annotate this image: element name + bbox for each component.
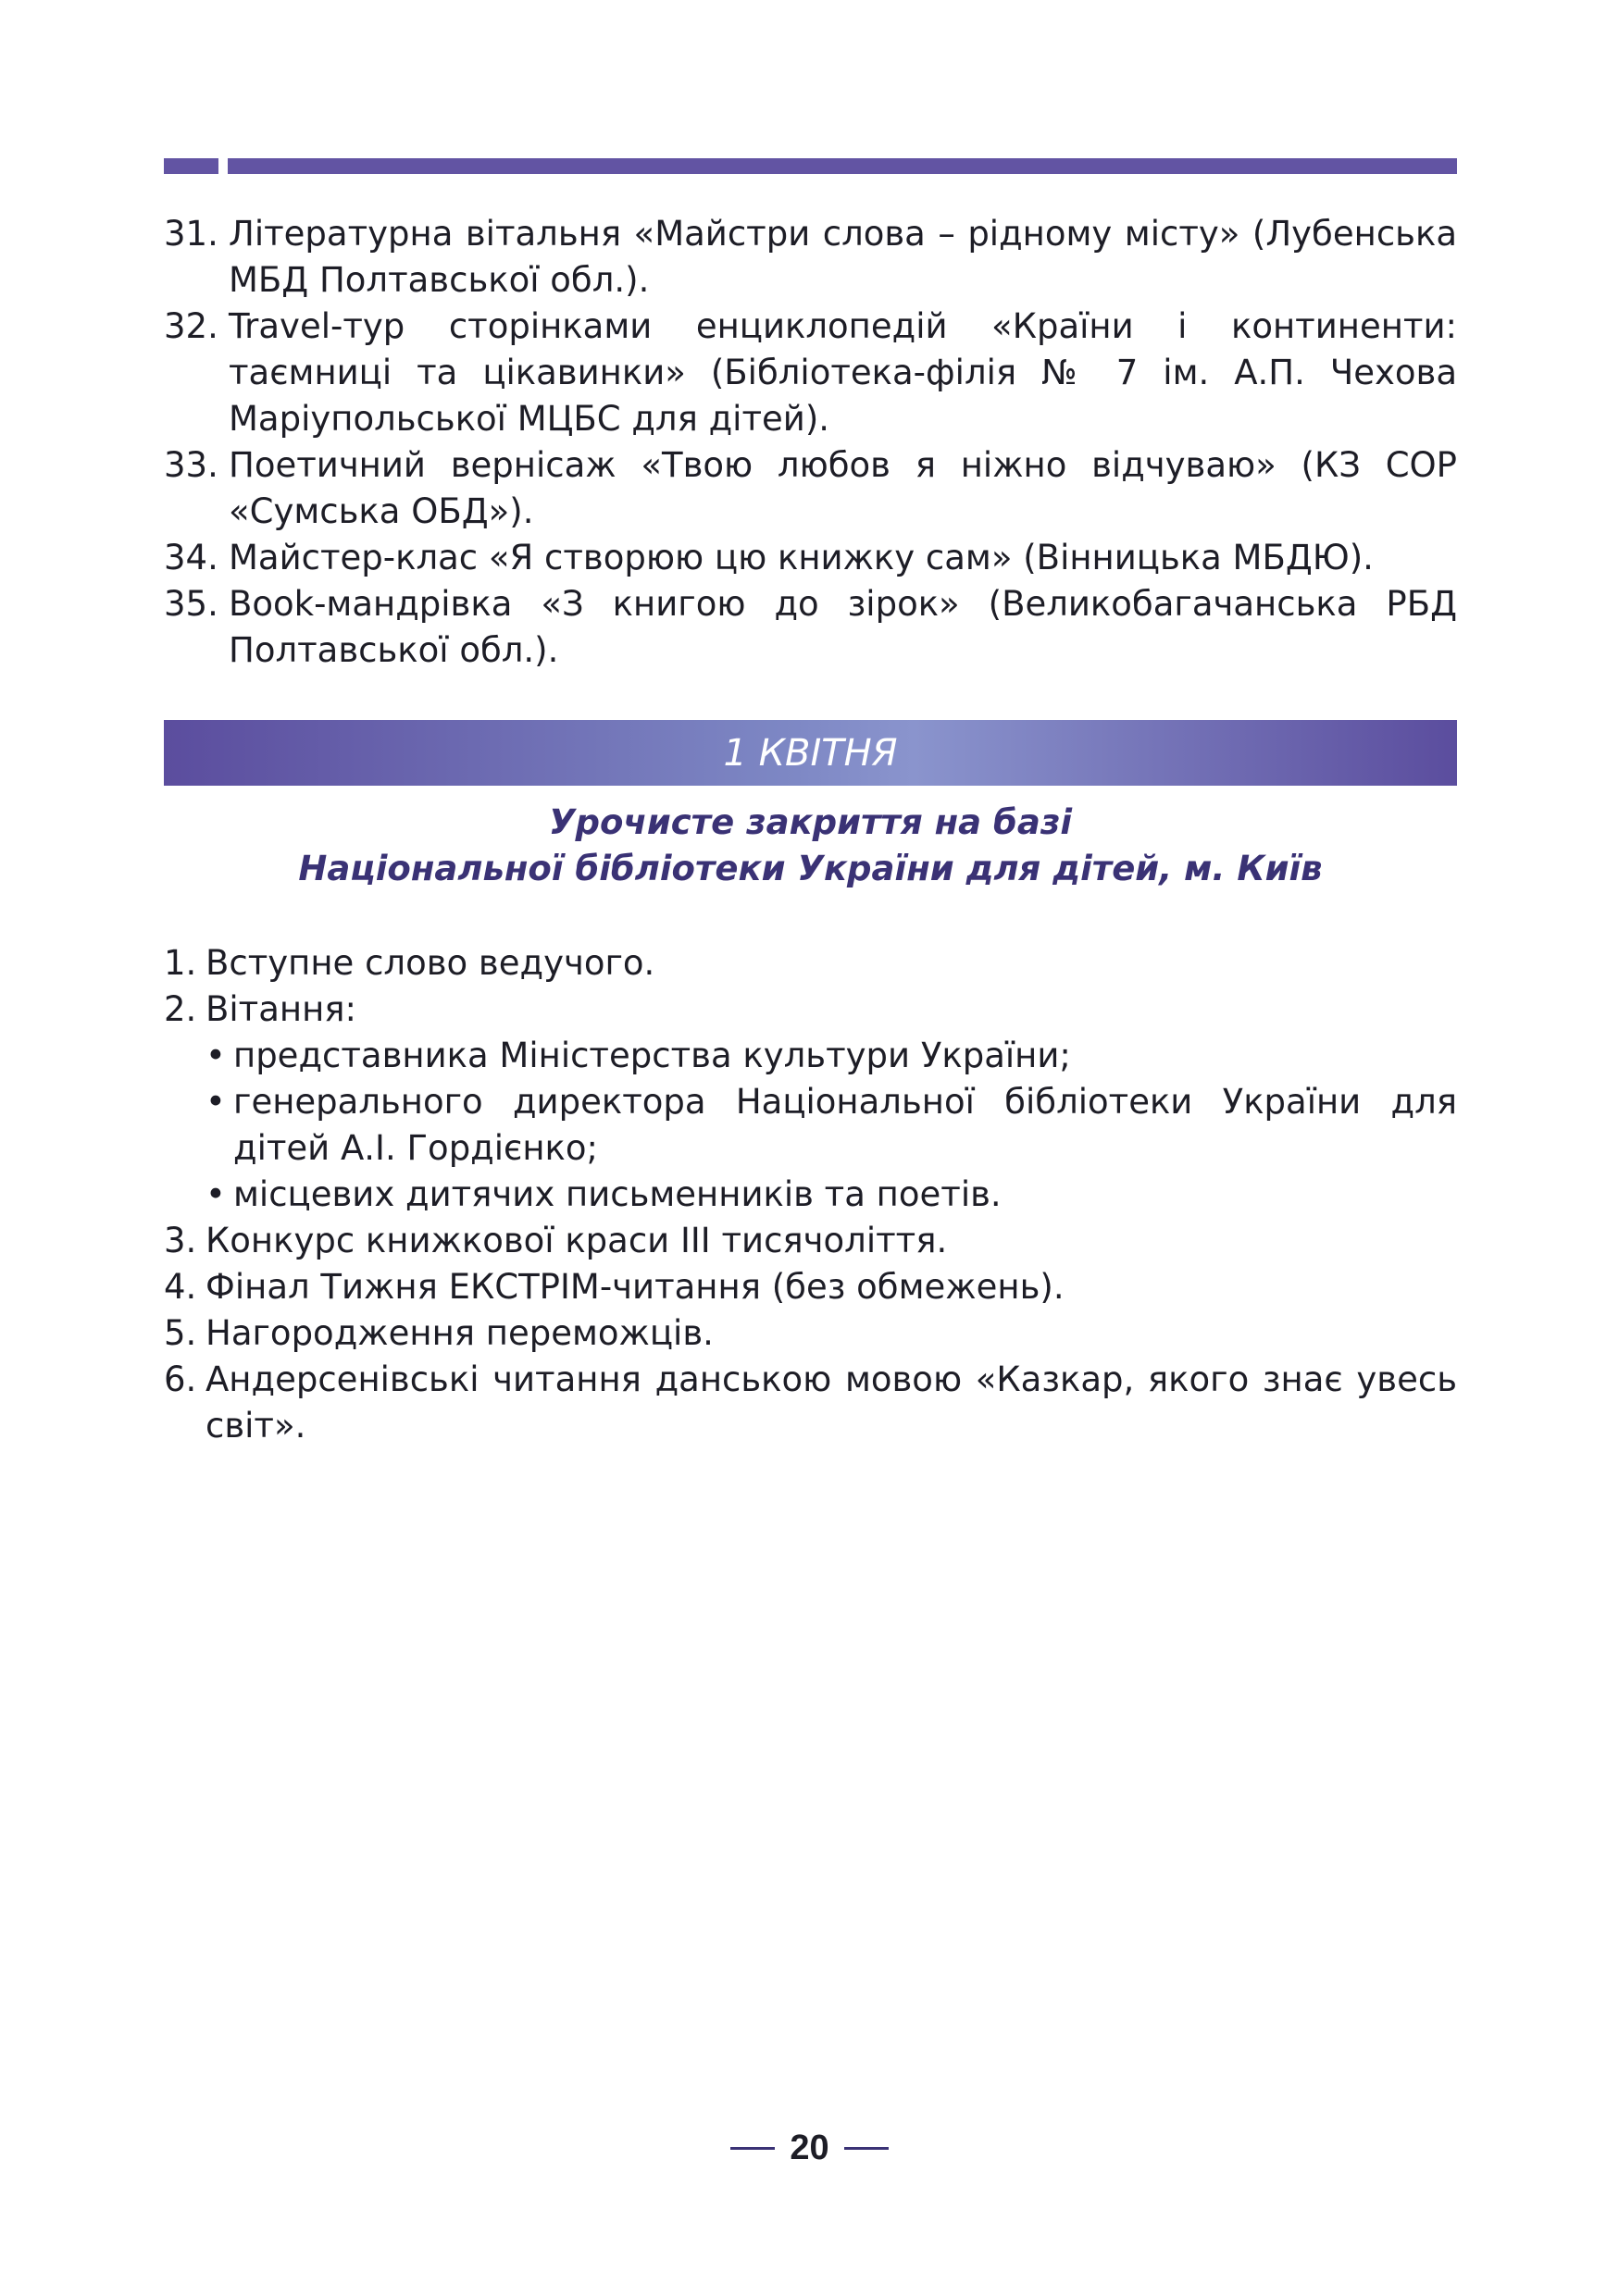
item-text: Поетичний вернісаж «Твою любов я ніжно відчуваю» (КЗ СОР «Сумська ОБД»). — [229, 445, 1457, 531]
item-number: 6. — [164, 1359, 197, 1399]
item-text: Вітання: — [205, 989, 356, 1029]
item-number: 5. — [164, 1313, 197, 1353]
bullet-icon: • — [205, 1174, 226, 1214]
item-text: Фінал Тижня ЕКСТРІМ-читання (без обмежень). — [205, 1267, 1065, 1307]
item-number: 35. — [164, 584, 218, 624]
item-number: 34. — [164, 538, 218, 577]
item-number: 2. — [164, 989, 197, 1029]
item-text: Майстер-клас «Я створюю цю книжку сам» (Вінницька МБДЮ). — [229, 538, 1374, 577]
list-item — [164, 1357, 1457, 1449]
item-text: Літературна вітальня «Майстри слова – рідному місту» (Лубенська МБД Полтавської обл.). — [229, 214, 1457, 300]
item-number: 32. — [164, 306, 218, 346]
item-text: Travel-тур сторінками енциклопедій «Країни і континенти: таємниці та цікавинки» (Бібліотека-філія № 7 ім. А.П. Чехова Маріупольської МЦБС для дітей). — [229, 306, 1457, 439]
bullet-text: представника Міністерства культури України; — [233, 1036, 1071, 1075]
item-number: 3. — [164, 1221, 197, 1260]
list-item — [164, 442, 1457, 535]
list-item — [164, 1218, 1457, 1264]
bullet-item — [205, 1033, 1457, 1079]
item-number: 31. — [164, 214, 218, 254]
list-item — [164, 211, 1457, 304]
footer-dash-left — [730, 2147, 775, 2150]
top-rule-short — [164, 158, 218, 174]
closing-program-list — [164, 940, 1457, 1449]
bullet-icon: • — [205, 1082, 226, 1122]
list-item — [164, 1310, 1457, 1357]
closing-title-line2: Національної бібліотеки України для дітей, м. Київ — [298, 849, 1323, 888]
item-text: Нагородження переможців. — [205, 1313, 714, 1353]
bullet-icon: • — [205, 1036, 226, 1075]
page-number: 20 — [790, 2128, 829, 2167]
top-rule-long — [228, 158, 1457, 174]
item-number: 1. — [164, 943, 197, 983]
list-item — [164, 987, 1457, 1218]
greetings-bullets — [205, 1033, 1457, 1218]
bullet-item — [205, 1172, 1457, 1218]
item-text: Вступне слово ведучого. — [205, 943, 655, 983]
bullet-item — [205, 1079, 1457, 1172]
item-text: Конкурс книжкової краси ІІІ тисячоліття. — [205, 1221, 948, 1260]
item-text: Book-мандрівка «З книгою до зірок» (Великобагачанська РБД Полтавської обл.). — [229, 584, 1457, 670]
date-banner — [164, 720, 1457, 786]
list-item — [164, 304, 1457, 442]
item-text: Андерсенівські читання данською мовою «Казкар, якого знає увесь світ». — [205, 1359, 1457, 1446]
bullet-text: місцевих дитячих письменників та поетів. — [233, 1174, 1002, 1214]
bullet-text: генерального директора Національної бібліотеки України для дітей А.І. Гордієнко; — [233, 1082, 1457, 1168]
page-footer — [0, 2128, 1619, 2168]
footer-dash-right — [844, 2147, 889, 2150]
item-number: 4. — [164, 1267, 197, 1307]
list-item — [164, 940, 1457, 987]
list-item — [164, 535, 1457, 581]
list-item — [164, 1264, 1457, 1310]
item-number: 33. — [164, 445, 218, 485]
closing-title — [164, 800, 1457, 892]
closing-title-line1: Урочисте закриття на базі — [548, 802, 1073, 842]
events-list-continued — [164, 211, 1457, 674]
list-item — [164, 581, 1457, 674]
date-banner-text: 1 КВІТНЯ — [723, 731, 898, 775]
